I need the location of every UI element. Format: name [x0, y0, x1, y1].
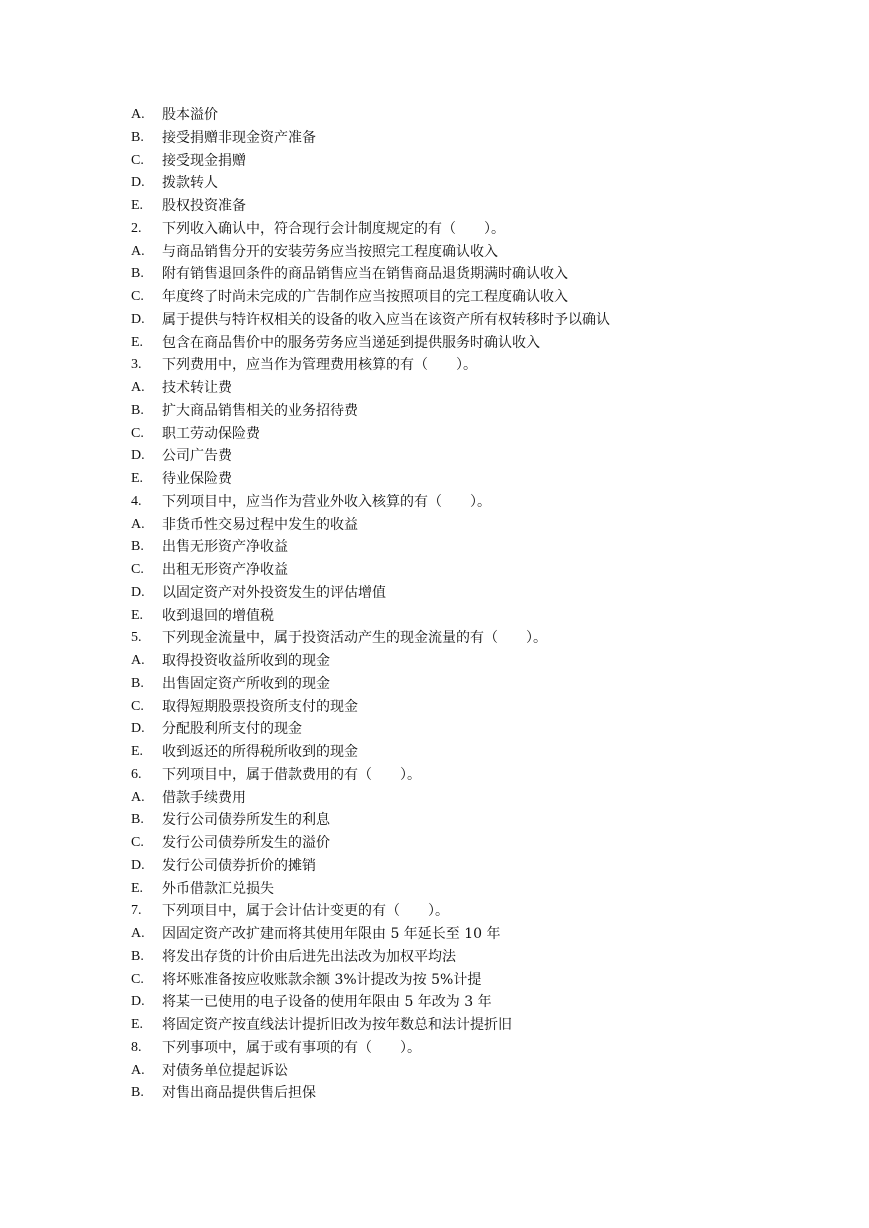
line-text: 拨款转人 — [162, 175, 218, 192]
line-text: 对售出商品提供售后担保 — [162, 1085, 316, 1102]
line-text: 附有销售退回条件的商品销售应当在销售商品退货期满时确认收入 — [162, 266, 568, 283]
line-marker: D. — [131, 448, 145, 464]
question-line — [131, 218, 831, 241]
option-line — [131, 650, 831, 673]
line-text: 股权投资准备 — [162, 198, 246, 214]
option-line — [131, 673, 831, 696]
option-line — [131, 263, 831, 286]
line-text: 职工劳动保险费 — [162, 425, 260, 442]
line-marker: D. — [131, 994, 145, 1010]
line-marker: 4. — [131, 493, 142, 509]
line-text: 与商品销售分开的安装劳务应当按照完工程度确认收入 — [162, 243, 498, 260]
line-text: 股本溢价 — [162, 107, 218, 123]
option-line — [131, 969, 831, 992]
option-line — [131, 309, 831, 332]
line-marker: A. — [131, 653, 145, 668]
line-text: 公司广告费 — [162, 448, 232, 465]
line-text: 扩大商品销售相关的业务招待费 — [162, 402, 358, 419]
line-marker: C. — [131, 289, 144, 304]
line-marker: C. — [131, 835, 144, 850]
option-line — [131, 536, 831, 559]
line-text: 发行公司债券所发生的溢价 — [162, 835, 330, 851]
option-line — [131, 718, 831, 741]
line-marker: B. — [131, 539, 144, 555]
line-marker: 7. — [131, 903, 142, 919]
option-line — [131, 923, 831, 946]
line-marker: B. — [131, 1085, 144, 1101]
line-marker: A. — [131, 516, 145, 532]
option-line — [131, 1014, 831, 1037]
line-text: 出售无形资产净收益 — [162, 539, 288, 556]
line-marker: D. — [131, 584, 145, 600]
line-marker: B. — [131, 948, 144, 964]
line-text: 借款手续费用 — [162, 789, 246, 806]
option-line — [131, 150, 831, 173]
line-text: 将固定资产按直线法计提折旧改为按年数总和法计提折旧 — [162, 1017, 512, 1033]
line-text: 下列项目中，属于会计估计变更的有（ ）。 — [162, 903, 449, 920]
option-line — [131, 423, 831, 446]
question-line — [131, 1037, 831, 1060]
option-line — [131, 286, 831, 309]
option-line — [131, 559, 831, 582]
line-text: 发行公司债券所发生的利息 — [162, 812, 330, 829]
line-marker: A. — [131, 107, 145, 122]
line-marker: C. — [131, 425, 144, 441]
line-text: 收到退回的增值税 — [162, 607, 274, 624]
line-text: 下列事项中，属于或有事项的有（ ）。 — [162, 1039, 421, 1056]
option-line — [131, 127, 831, 150]
line-marker: A. — [131, 789, 145, 805]
line-marker: C. — [131, 152, 144, 168]
line-marker: E. — [131, 334, 144, 350]
line-marker: A. — [131, 1062, 145, 1078]
option-line — [131, 696, 831, 719]
option-line — [131, 832, 831, 855]
line-text: 年度终了时尚未完成的广告制作应当按照项目的完工程度确认收入 — [162, 289, 568, 305]
line-marker: 8. — [131, 1039, 142, 1055]
line-marker: D. — [131, 311, 145, 327]
line-text: 下列费用中，应当作为管理费用核算的有（ ）。 — [162, 357, 477, 374]
line-text: 以固定资产对外投资发生的评估增值 — [162, 584, 386, 601]
option-line — [131, 332, 831, 355]
line-marker: 5. — [131, 630, 142, 646]
line-marker: C. — [131, 971, 144, 987]
option-line — [131, 878, 831, 901]
option-line — [131, 741, 831, 764]
line-marker: 6. — [131, 766, 142, 782]
option-line — [131, 172, 831, 195]
line-text: 包含在商品售价中的服务劳务应当递延到提供服务时确认收入 — [162, 334, 540, 351]
line-text: 发行公司债券折价的摊销 — [162, 857, 316, 874]
option-line — [131, 855, 831, 878]
option-line — [131, 582, 831, 605]
question-line — [131, 900, 831, 923]
option-line — [131, 400, 831, 423]
line-marker: 3. — [131, 357, 142, 373]
line-text: 接受捐赠非现金资产准备 — [162, 129, 316, 146]
line-text: 分配股利所支付的现金 — [162, 721, 302, 738]
line-marker: A. — [131, 926, 145, 941]
line-text: 非货币性交易过程中发生的收益 — [162, 516, 358, 533]
line-marker: B. — [131, 129, 144, 145]
line-text: 将发出存货的计价由后进先出法改为加权平均法 — [162, 948, 456, 965]
line-marker: E. — [131, 744, 144, 759]
line-text: 技术转让费 — [162, 380, 232, 396]
option-line — [131, 991, 831, 1014]
question-line — [131, 354, 831, 377]
line-marker: C. — [131, 562, 144, 577]
option-line — [131, 445, 831, 468]
line-marker: 2. — [131, 220, 142, 236]
line-marker: E. — [131, 471, 144, 486]
line-text: 出租无形资产净收益 — [162, 562, 288, 578]
option-line — [131, 377, 831, 400]
line-text: 将某一已使用的电子设备的使用年限由 5 年改为 3 年 — [162, 994, 492, 1011]
line-marker: E. — [131, 1017, 144, 1032]
option-line — [131, 787, 831, 810]
option-line — [131, 605, 831, 628]
line-text: 取得短期股票投资所支付的现金 — [162, 698, 358, 715]
line-marker: C. — [131, 698, 144, 714]
line-text: 下列收入确认中，符合现行会计制度规定的有（ ）。 — [162, 220, 505, 237]
line-marker: B. — [131, 812, 144, 828]
line-text: 下列现金流量中，属于投资活动产生的现金流量的有（ ）。 — [162, 630, 547, 647]
line-text: 下列项目中，属于借款费用的有（ ）。 — [162, 766, 421, 783]
line-marker: B. — [131, 402, 144, 418]
question-list — [131, 104, 831, 1105]
line-text: 出售固定资产所收到的现金 — [162, 675, 330, 692]
line-text: 将坏账准备按应收账款余额 3%计提改为按 5%计提 — [162, 971, 482, 988]
line-text: 取得投资收益所收到的现金 — [162, 653, 330, 669]
line-marker: D. — [131, 721, 145, 737]
option-line — [131, 809, 831, 832]
line-text: 收到返还的所得税所收到的现金 — [162, 744, 358, 760]
line-text: 待业保险费 — [162, 471, 232, 487]
line-marker: B. — [131, 266, 144, 282]
line-text: 下列项目中，应当作为营业外收入核算的有（ ）。 — [162, 493, 491, 510]
option-line — [131, 195, 831, 218]
question-line — [131, 491, 831, 514]
line-marker: B. — [131, 675, 144, 691]
line-text: 外币借款汇兑损失 — [162, 880, 274, 897]
option-line — [131, 514, 831, 537]
line-marker: A. — [131, 243, 145, 259]
option-line — [131, 468, 831, 491]
line-marker: E. — [131, 880, 144, 896]
line-marker: D. — [131, 857, 145, 873]
question-line — [131, 764, 831, 787]
option-line — [131, 946, 831, 969]
line-marker: E. — [131, 198, 144, 213]
option-line — [131, 1082, 831, 1105]
line-marker: E. — [131, 607, 144, 623]
line-text: 对债务单位提起诉讼 — [162, 1062, 288, 1079]
option-line — [131, 1060, 831, 1083]
line-text: 属于提供与特许权相关的设备的收入应当在该资产所有权转移时予以确认 — [162, 311, 610, 328]
option-line — [131, 104, 831, 127]
question-line — [131, 627, 831, 650]
line-text: 接受现金捐赠 — [162, 152, 246, 169]
option-line — [131, 241, 831, 264]
line-text: 因固定资产改扩建而将其使用年限由 5 年延长至 10 年 — [162, 926, 501, 942]
line-marker: A. — [131, 380, 145, 395]
line-marker: D. — [131, 175, 145, 191]
